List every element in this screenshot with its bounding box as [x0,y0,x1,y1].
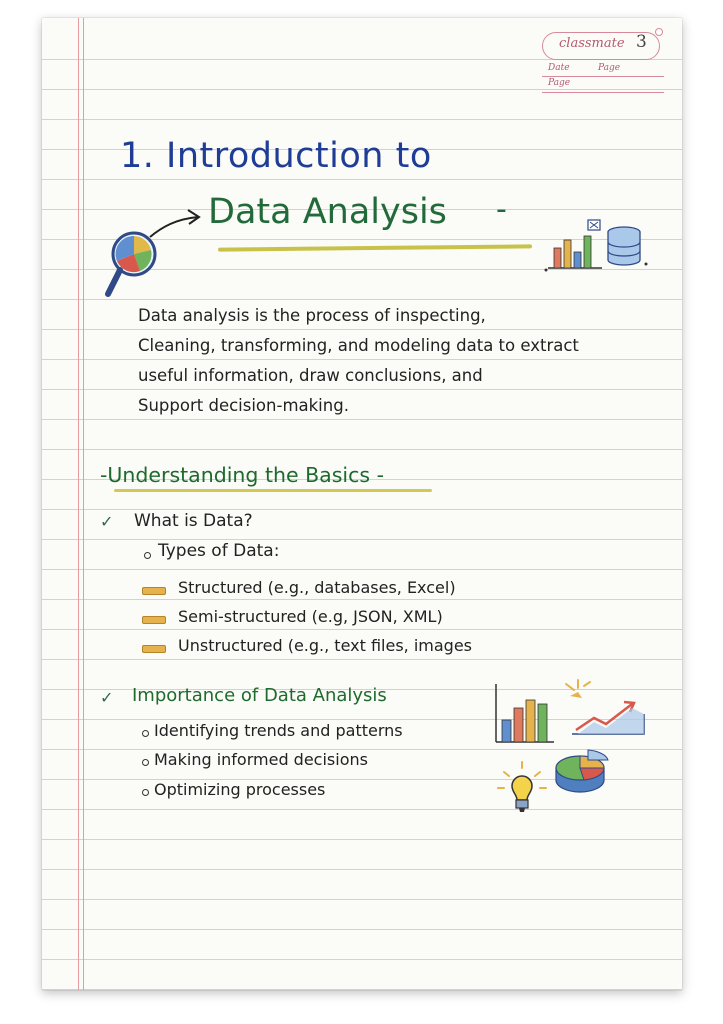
data-type-item: Unstructured (e.g., text files, images [178,636,472,655]
margin-line [78,18,79,990]
checkmark-icon: ✓ [100,512,114,531]
intro-paragraph [138,301,618,421]
section-underline [114,489,432,492]
intro-line: Support decision-making. [138,396,349,415]
data-type-item: Semi-structured (e.g, JSON, XML) [178,607,443,626]
lightbulb-icon [494,758,550,818]
intro-line: Cleaning, transforming, and modeling data to extract [138,336,579,355]
notebook-page [42,18,682,990]
section-heading: -Understanding the Basics - [100,463,384,487]
page-title-line2: Data Analysis [208,192,447,232]
date-label: Date [548,63,570,73]
what-is-data-label: What is Data? [134,511,253,531]
bar-chart-database-icon [540,218,652,278]
page-label: Page [598,63,621,73]
highlight-bar-icon [142,645,166,653]
bar-chart-icon [490,682,558,746]
brand-box [542,32,672,96]
margin-line [83,18,84,990]
page-label-2: Page [548,78,571,88]
importance-item: Making informed decisions [154,750,368,769]
importance-item: Identifying trends and patterns [154,721,403,740]
brand-rule [542,76,664,77]
types-of-data-label: Types of Data: [158,541,280,561]
intro-line: useful information, draw conclusions, and [138,366,483,385]
importance-label: Importance of Data Analysis [132,685,387,706]
bullet-icon [142,730,149,737]
checkmark-icon: ✓ [100,688,114,707]
title-dash: - [496,192,507,227]
trend-line-icon [560,678,652,740]
brand-name: classmate [559,36,625,51]
pie-chart-3d-icon [550,744,612,800]
title-underline [218,244,532,251]
highlight-bar-icon [142,587,166,595]
importance-item: Optimizing processes [154,780,326,799]
data-type-item: Structured (e.g., databases, Excel) [178,578,456,597]
brand-rule [542,92,664,93]
highlight-bar-icon [142,616,166,624]
magnifier-pie-icon [102,228,162,303]
bullet-icon [144,552,151,559]
brand-logo [542,32,660,60]
page-title-line1: 1. Introduction to [120,136,432,176]
intro-line: Data analysis is the process of inspecting, [138,306,486,325]
bullet-icon [142,759,149,766]
page-number: 3 [636,32,647,52]
bullet-icon [142,789,149,796]
